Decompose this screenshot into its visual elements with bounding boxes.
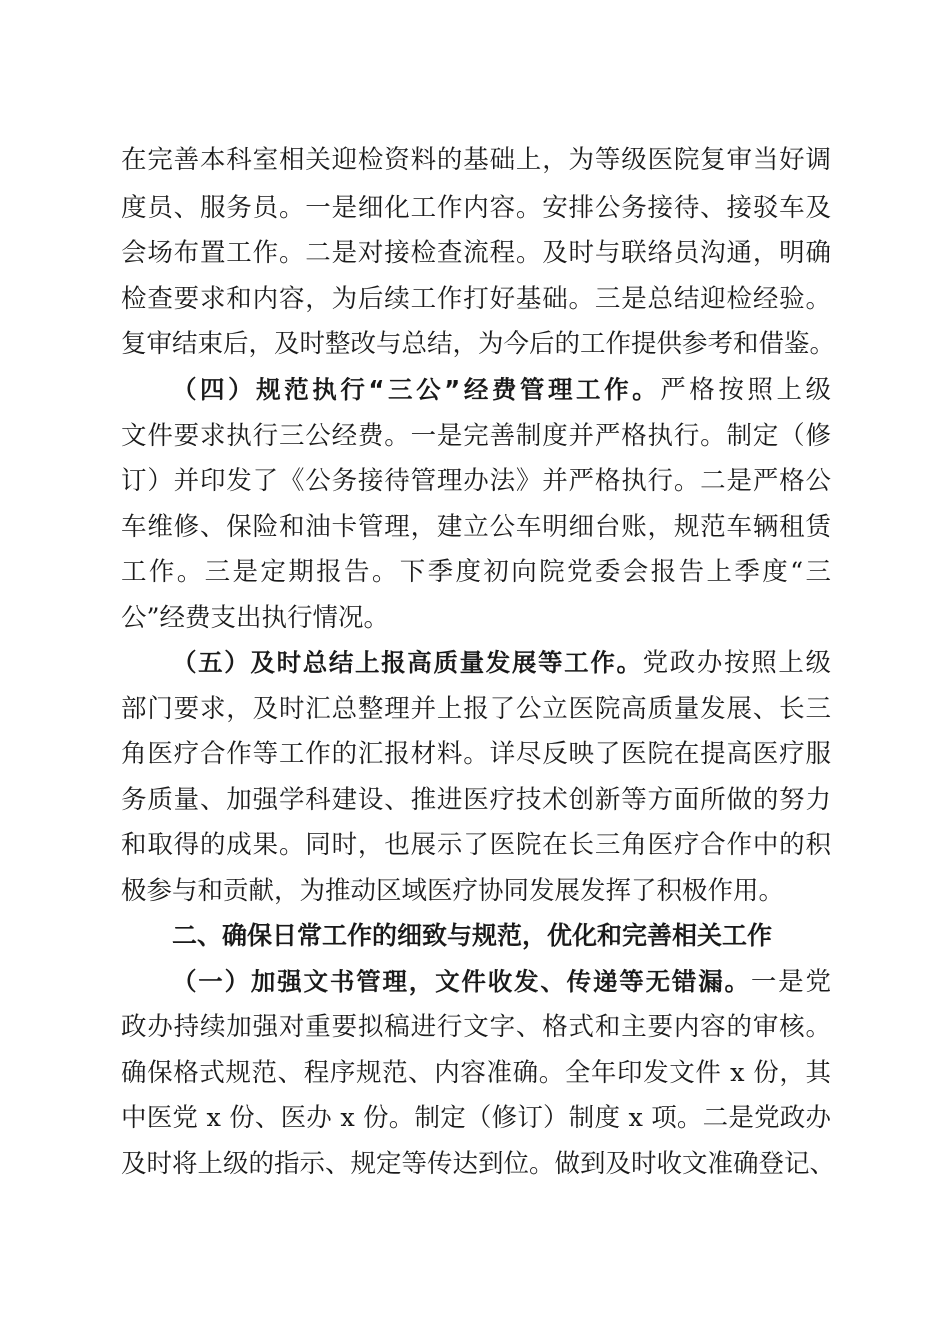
paragraph-line: 订）并印发了《公务接待管理办法》并严格执行。二是严格公 (121, 466, 831, 496)
section-5-title: （五）及时总结上报高质量发展等工作。 (172, 648, 643, 677)
section-5-first-line (172, 643, 831, 683)
paragraph-line: 检查要求和内容，为后续工作打好基础。三是总结迎检经验。 (121, 284, 831, 314)
paragraph-line: 和取得的成果。同时，也展示了医院在长三角医疗合作中的积 (121, 830, 831, 860)
paragraph-line: 角医疗合作等工作的汇报材料。详尽反映了医院在提高医疗服 (121, 739, 831, 769)
paragraph-line: 在完善本科室相关迎检资料的基础上，为等级医院复审当好调 (121, 145, 831, 175)
section-4-first-line (172, 370, 831, 410)
paragraph-line: 复审结束后，及时整改与总结，为今后的工作提供参考和借鉴。 (121, 329, 836, 359)
section-4-title: （四）规范执行“三公”经费管理工作。 (172, 375, 661, 404)
section-5-text: 党政办按照上级 (642, 648, 831, 678)
subsection-1-text: 一是党 (750, 967, 831, 997)
paragraph-line: 政办持续加强对重要拟稿进行文字、格式和主要内容的审核。 (121, 1012, 831, 1042)
subsection-1-first-line (172, 962, 831, 1002)
paragraph-line: 极参与和贡献，为推动区域医疗协同发展发挥了积极作用。 (121, 876, 785, 906)
paragraph-line: 会场布置工作。二是对接检查流程。及时与联络员沟通，明确 (121, 238, 831, 268)
paragraph-line: 中医党 x 份、医办 x 份。制定（修订）制度 x 项。二是党政办 (121, 1103, 831, 1133)
paragraph-line: 确保格式规范、程序规范、内容准确。全年印发文件 x 份，其 (121, 1058, 831, 1088)
section-4-text: 严格按照上级 (660, 375, 831, 405)
paragraph-line: 部门要求，及时汇总整理并上报了公立医院高质量发展、长三 (121, 694, 831, 724)
paragraph-line: 工作。三是定期报告。下季度初向院党委会报告上季度“三 (121, 557, 831, 587)
paragraph-line: 及时将上级的指示、规定等传达到位。做到及时收文准确登记、 (121, 1149, 836, 1179)
paragraph-line: 度员、服务员。一是细化工作内容。安排公务接待、接驳车及 (121, 193, 831, 223)
paragraph-line: 务质量、加强学科建设、推进医疗技术创新等方面所做的努力 (121, 785, 831, 815)
subsection-1-title: （一）加强文书管理，文件收发、传递等无错漏。 (172, 967, 751, 996)
paragraph-line: 文件要求执行三公经费。一是完善制度并严格执行。制定（修 (121, 421, 831, 451)
paragraph-line: 车维修、保险和油卡管理，建立公车明细台账，规范车辆租赁 (121, 512, 831, 542)
paragraph-line: 公”经费支出执行情况。 (121, 603, 390, 633)
section-heading-2: 二、确保日常工作的细致与规范，优化和完善相关工作 (172, 921, 773, 950)
